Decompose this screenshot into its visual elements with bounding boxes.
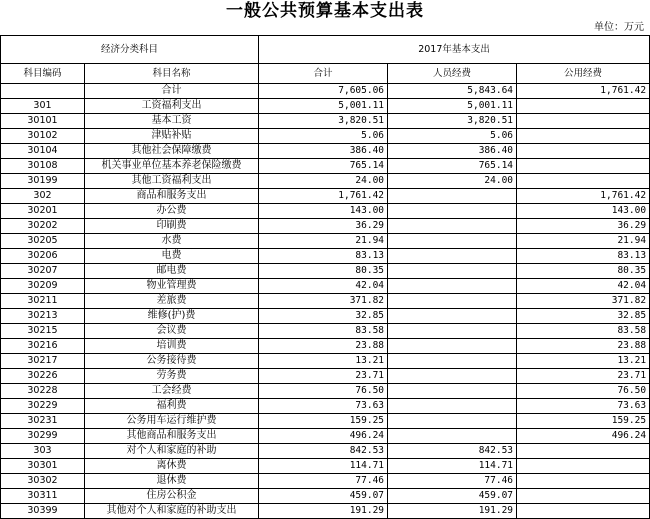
row-public bbox=[517, 99, 650, 114]
row-total: 3,820.51 bbox=[259, 114, 388, 129]
row-personnel: 842.53 bbox=[388, 444, 517, 459]
row-code: 30207 bbox=[1, 264, 85, 279]
header-personnel: 人员经费 bbox=[388, 64, 517, 84]
row-code: 30215 bbox=[1, 324, 85, 339]
header-name: 科目名称 bbox=[85, 64, 259, 84]
row-public: 496.24 bbox=[517, 429, 650, 444]
row-name: 维修(护)费 bbox=[85, 309, 259, 324]
header-row-group bbox=[1, 36, 650, 64]
row-public bbox=[517, 159, 650, 174]
row-code: 30205 bbox=[1, 234, 85, 249]
row-total: 24.00 bbox=[259, 174, 388, 189]
table-row bbox=[1, 324, 650, 339]
row-public: 76.50 bbox=[517, 384, 650, 399]
row-public bbox=[517, 129, 650, 144]
table-row bbox=[1, 189, 650, 204]
row-name: 其他对个人和家庭的补助支出 bbox=[85, 504, 259, 519]
header-public: 公用经费 bbox=[517, 64, 650, 84]
row-personnel bbox=[388, 264, 517, 279]
row-public: 1,761.42 bbox=[517, 84, 650, 99]
row-public bbox=[517, 444, 650, 459]
table-row bbox=[1, 204, 650, 219]
row-public bbox=[517, 174, 650, 189]
row-personnel bbox=[388, 354, 517, 369]
row-code: 30213 bbox=[1, 309, 85, 324]
row-personnel bbox=[388, 369, 517, 384]
table-row bbox=[1, 144, 650, 159]
row-personnel: 77.46 bbox=[388, 474, 517, 489]
row-total: 83.13 bbox=[259, 249, 388, 264]
table-row bbox=[1, 474, 650, 489]
row-name: 对个人和家庭的补助 bbox=[85, 444, 259, 459]
row-personnel bbox=[388, 399, 517, 414]
row-name: 合计 bbox=[85, 84, 259, 99]
row-personnel: 386.40 bbox=[388, 144, 517, 159]
table-row bbox=[1, 264, 650, 279]
row-total: 77.46 bbox=[259, 474, 388, 489]
table-row bbox=[1, 384, 650, 399]
row-public bbox=[517, 144, 650, 159]
row-personnel bbox=[388, 309, 517, 324]
row-total: 36.29 bbox=[259, 219, 388, 234]
row-code: 301 bbox=[1, 99, 85, 114]
row-public: 83.58 bbox=[517, 324, 650, 339]
row-total: 1,761.42 bbox=[259, 189, 388, 204]
row-total: 114.71 bbox=[259, 459, 388, 474]
row-public: 159.25 bbox=[517, 414, 650, 429]
row-personnel bbox=[388, 234, 517, 249]
row-public bbox=[517, 459, 650, 474]
row-total: 765.14 bbox=[259, 159, 388, 174]
row-name: 住房公积金 bbox=[85, 489, 259, 504]
row-code: 30211 bbox=[1, 294, 85, 309]
table-row bbox=[1, 219, 650, 234]
table-row bbox=[1, 294, 650, 309]
row-code: 30228 bbox=[1, 384, 85, 399]
row-total: 21.94 bbox=[259, 234, 388, 249]
row-personnel bbox=[388, 204, 517, 219]
row-name: 培训费 bbox=[85, 339, 259, 354]
row-personnel: 459.07 bbox=[388, 489, 517, 504]
row-personnel: 24.00 bbox=[388, 174, 517, 189]
table-row bbox=[1, 174, 650, 189]
row-personnel bbox=[388, 294, 517, 309]
row-code: 30399 bbox=[1, 504, 85, 519]
row-total: 13.21 bbox=[259, 354, 388, 369]
row-personnel: 5,843.64 bbox=[388, 84, 517, 99]
row-code: 30201 bbox=[1, 204, 85, 219]
budget-table bbox=[0, 35, 650, 519]
row-total: 459.07 bbox=[259, 489, 388, 504]
row-code bbox=[1, 84, 85, 99]
row-code: 303 bbox=[1, 444, 85, 459]
row-personnel bbox=[388, 189, 517, 204]
row-name: 劳务费 bbox=[85, 369, 259, 384]
row-total: 159.25 bbox=[259, 414, 388, 429]
row-public: 42.04 bbox=[517, 279, 650, 294]
table-row bbox=[1, 339, 650, 354]
row-total: 42.04 bbox=[259, 279, 388, 294]
row-code: 30299 bbox=[1, 429, 85, 444]
row-code: 30229 bbox=[1, 399, 85, 414]
row-public: 73.63 bbox=[517, 399, 650, 414]
table-row bbox=[1, 504, 650, 519]
row-code: 30104 bbox=[1, 144, 85, 159]
row-total: 7,605.06 bbox=[259, 84, 388, 99]
row-total: 386.40 bbox=[259, 144, 388, 159]
row-total: 23.71 bbox=[259, 369, 388, 384]
table-row bbox=[1, 279, 650, 294]
row-code: 302 bbox=[1, 189, 85, 204]
row-name: 基本工资 bbox=[85, 114, 259, 129]
row-total: 496.24 bbox=[259, 429, 388, 444]
row-code: 30217 bbox=[1, 354, 85, 369]
row-public: 36.29 bbox=[517, 219, 650, 234]
table-row bbox=[1, 414, 650, 429]
table-row bbox=[1, 249, 650, 264]
row-personnel bbox=[388, 339, 517, 354]
row-name: 邮电费 bbox=[85, 264, 259, 279]
row-public: 371.82 bbox=[517, 294, 650, 309]
row-name: 津贴补贴 bbox=[85, 129, 259, 144]
row-name: 物业管理费 bbox=[85, 279, 259, 294]
table-row bbox=[1, 354, 650, 369]
row-total: 83.58 bbox=[259, 324, 388, 339]
row-total: 5,001.11 bbox=[259, 99, 388, 114]
row-personnel bbox=[388, 324, 517, 339]
row-public bbox=[517, 504, 650, 519]
table-row bbox=[1, 159, 650, 174]
table-row bbox=[1, 399, 650, 414]
row-code: 30202 bbox=[1, 219, 85, 234]
row-public bbox=[517, 474, 650, 489]
row-name: 离休费 bbox=[85, 459, 259, 474]
row-code: 30108 bbox=[1, 159, 85, 174]
row-name: 福利费 bbox=[85, 399, 259, 414]
row-code: 30311 bbox=[1, 489, 85, 504]
row-name: 水费 bbox=[85, 234, 259, 249]
row-name: 商品和服务支出 bbox=[85, 189, 259, 204]
row-code: 30302 bbox=[1, 474, 85, 489]
header-row-columns bbox=[1, 64, 650, 84]
row-code: 30101 bbox=[1, 114, 85, 129]
header-economic-category: 经济分类科目 bbox=[1, 36, 259, 64]
row-personnel bbox=[388, 219, 517, 234]
row-code: 30199 bbox=[1, 174, 85, 189]
row-public: 1,761.42 bbox=[517, 189, 650, 204]
row-name: 机关事业单位基本养老保险缴费 bbox=[85, 159, 259, 174]
row-code: 30206 bbox=[1, 249, 85, 264]
row-name: 其他工资福利支出 bbox=[85, 174, 259, 189]
row-name: 会议费 bbox=[85, 324, 259, 339]
row-personnel bbox=[388, 279, 517, 294]
row-public: 80.35 bbox=[517, 264, 650, 279]
row-personnel bbox=[388, 414, 517, 429]
row-personnel: 191.29 bbox=[388, 504, 517, 519]
row-public: 21.94 bbox=[517, 234, 650, 249]
table-row bbox=[1, 489, 650, 504]
row-personnel: 765.14 bbox=[388, 159, 517, 174]
row-total: 191.29 bbox=[259, 504, 388, 519]
row-total: 143.00 bbox=[259, 204, 388, 219]
row-total: 5.06 bbox=[259, 129, 388, 144]
row-name: 工资福利支出 bbox=[85, 99, 259, 114]
row-public: 23.71 bbox=[517, 369, 650, 384]
row-code: 30216 bbox=[1, 339, 85, 354]
table-row bbox=[1, 429, 650, 444]
row-code: 30231 bbox=[1, 414, 85, 429]
row-code: 30226 bbox=[1, 369, 85, 384]
row-name: 公务接待费 bbox=[85, 354, 259, 369]
row-public: 32.85 bbox=[517, 309, 650, 324]
row-public bbox=[517, 489, 650, 504]
row-name: 办公费 bbox=[85, 204, 259, 219]
table-row bbox=[1, 234, 650, 249]
header-basic-expenditure: 2017年基本支出 bbox=[259, 36, 650, 64]
row-public: 143.00 bbox=[517, 204, 650, 219]
row-public bbox=[517, 114, 650, 129]
row-total: 23.88 bbox=[259, 339, 388, 354]
row-name: 工会经费 bbox=[85, 384, 259, 399]
row-name: 差旅费 bbox=[85, 294, 259, 309]
row-total: 842.53 bbox=[259, 444, 388, 459]
row-name: 其他社会保障缴费 bbox=[85, 144, 259, 159]
table-row bbox=[1, 309, 650, 324]
table-row bbox=[1, 459, 650, 474]
row-code: 30102 bbox=[1, 129, 85, 144]
unit-label: 单位：万元 bbox=[594, 22, 644, 33]
row-personnel bbox=[388, 249, 517, 264]
row-name: 其他商品和服务支出 bbox=[85, 429, 259, 444]
row-personnel: 5.06 bbox=[388, 129, 517, 144]
row-personnel: 114.71 bbox=[388, 459, 517, 474]
row-public: 23.88 bbox=[517, 339, 650, 354]
table-row bbox=[1, 444, 650, 459]
table-row bbox=[1, 99, 650, 114]
row-total: 371.82 bbox=[259, 294, 388, 309]
row-public: 13.21 bbox=[517, 354, 650, 369]
row-total: 80.35 bbox=[259, 264, 388, 279]
row-personnel: 3,820.51 bbox=[388, 114, 517, 129]
table-row bbox=[1, 84, 650, 99]
table-row bbox=[1, 369, 650, 384]
row-personnel: 5,001.11 bbox=[388, 99, 517, 114]
row-total: 76.50 bbox=[259, 384, 388, 399]
page-title: 一般公共预算基本支出表 bbox=[226, 1, 424, 21]
row-total: 73.63 bbox=[259, 399, 388, 414]
row-name: 电费 bbox=[85, 249, 259, 264]
row-name: 印刷费 bbox=[85, 219, 259, 234]
row-personnel bbox=[388, 429, 517, 444]
table-row bbox=[1, 129, 650, 144]
row-personnel bbox=[388, 384, 517, 399]
row-public: 83.13 bbox=[517, 249, 650, 264]
header-total: 合计 bbox=[259, 64, 388, 84]
row-total: 32.85 bbox=[259, 309, 388, 324]
row-code: 30301 bbox=[1, 459, 85, 474]
table-row bbox=[1, 114, 650, 129]
header-code: 科目编码 bbox=[1, 64, 85, 84]
row-name: 退休费 bbox=[85, 474, 259, 489]
row-code: 30209 bbox=[1, 279, 85, 294]
row-name: 公务用车运行维护费 bbox=[85, 414, 259, 429]
